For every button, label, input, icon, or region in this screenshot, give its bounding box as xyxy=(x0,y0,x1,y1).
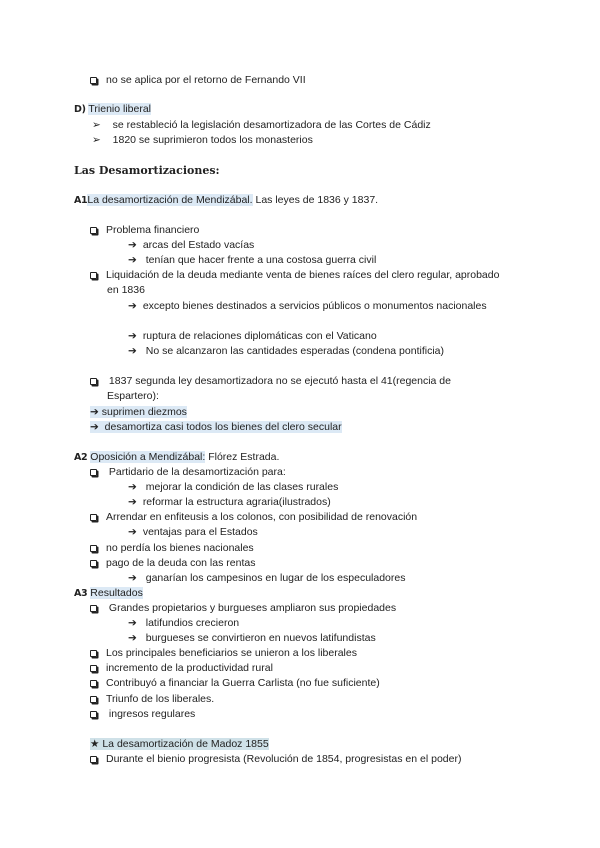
arrow-bullet-icon: ➔ xyxy=(128,481,137,493)
list-item: ➔ tenían que hacer frente a una costosa guerra civil xyxy=(128,254,377,266)
checkbox-bullet-icon xyxy=(90,272,97,279)
list-item: Contribuyó a financiar la Guerra Carlista (no fue suficiente) xyxy=(90,677,380,690)
list-item: ➔ ruptura de relaciones diplomáticas con el Vaticano xyxy=(128,330,377,342)
star-icon: ★ xyxy=(90,738,100,750)
section-heading-trienio: D) Trienio liberal xyxy=(74,103,152,115)
list-item: 1837 segunda ley desamortizadora no se ejecutó hasta el 41(regencia de xyxy=(90,375,451,388)
arrow-bullet-icon: ➔ xyxy=(128,300,137,312)
list-item: ➔ latifundios crecieron xyxy=(128,617,240,629)
arrow-bullet-icon: ➔ xyxy=(128,496,137,508)
list-item: Arrendar en enfiteusis a los colonos, con posibilidad de renovación xyxy=(90,511,417,524)
checkbox-bullet-icon xyxy=(90,680,97,687)
checkbox-bullet-icon xyxy=(90,756,97,763)
section-heading-madoz: ★ La desamortización de Madoz 1855 xyxy=(90,738,269,750)
list-item: ➔ excepto bienes destinados a servicios públicos o monumentos nacionales xyxy=(128,300,487,312)
section-heading-resultados: A3 Resultados xyxy=(74,587,143,599)
checkbox-bullet-icon xyxy=(90,227,97,234)
checkbox-bullet-icon xyxy=(90,650,97,657)
arrow-bullet-icon: ➔ xyxy=(128,254,137,266)
list-item: ➔ reformar la estructura agraria(ilustrados) xyxy=(128,496,331,508)
section-title: Las Desamortizaciones: xyxy=(74,164,220,177)
list-item: Grandes propietarios y burgueses ampliaron sus propiedades xyxy=(90,602,396,615)
list-item: Triunfo de los liberales. xyxy=(90,693,214,706)
list-item: pago de la deuda con las rentas xyxy=(90,557,255,570)
list-item: incremento de la productividad rural xyxy=(90,662,273,675)
list-item: ➔ ventajas para el Estados xyxy=(128,526,258,538)
list-item: Liquidación de la deuda mediante venta de bienes raíces del clero regular, aprobado xyxy=(90,269,499,282)
arrow-bullet-icon: ➔ xyxy=(128,526,137,538)
list-item: no se aplica por el retorno de Fernando VII xyxy=(90,74,306,87)
arrow-bullet-icon: ➔ xyxy=(128,632,137,644)
list-item: ➔ No se alcanzaron las cantidades esperadas (condena pontificia) xyxy=(128,345,444,357)
list-item: ➔ desamortiza casi todos los bienes del clero secular xyxy=(90,421,342,433)
list-item: Durante el bienio progresista (Revolución de 1854, progresistas en el poder) xyxy=(90,753,461,766)
section-heading-mendizabal: A1La desamortización de Mendizábal. Las leyes de 1836 y 1837. xyxy=(74,194,379,206)
section-heading-oposicion: A2 Oposición a Mendizábal: Flórez Estrada. xyxy=(74,451,280,463)
arrow-bullet-icon: ➔ xyxy=(128,239,137,251)
arrow-bullet-icon: ➔ xyxy=(128,572,137,584)
checkbox-bullet-icon xyxy=(90,469,97,476)
checkbox-bullet-icon xyxy=(90,605,97,612)
list-item: ➔ ganarían los campesinos en lugar de los especuladores xyxy=(128,572,406,584)
list-item: ➢ se restableció la legislación desamortizadora de las Cortes de Cádiz xyxy=(92,119,431,131)
list-item: ➔ suprimen diezmos xyxy=(90,406,187,418)
arrowhead-bullet-icon: ➢ xyxy=(92,134,101,146)
arrow-bullet-icon: ➔ xyxy=(128,617,137,629)
list-item: ➔ arcas del Estado vacías xyxy=(128,239,255,251)
arrowhead-bullet-icon: ➢ xyxy=(92,119,101,131)
checkbox-bullet-icon xyxy=(90,665,97,672)
arrow-bullet-icon: ➔ xyxy=(90,421,99,433)
checkbox-bullet-icon xyxy=(90,514,97,521)
checkbox-bullet-icon xyxy=(90,560,97,567)
list-item: Los principales beneficiarios se unieron a los liberales xyxy=(90,647,357,660)
checkbox-bullet-icon xyxy=(90,696,97,703)
arrow-bullet-icon: ➔ xyxy=(90,406,99,418)
list-item: Problema financiero xyxy=(90,224,199,237)
checkbox-bullet-icon xyxy=(90,77,97,84)
list-item: Partidario de la desamortización para: xyxy=(90,466,286,479)
list-item: ➔ burgueses se convirtieron en nuevos latifundistas xyxy=(128,632,376,644)
list-item: ➔ mejorar la condición de las clases rurales xyxy=(128,481,339,493)
list-item-continuation: Espartero): xyxy=(107,390,159,402)
list-item: ingresos regulares xyxy=(90,708,195,721)
arrow-bullet-icon: ➔ xyxy=(128,345,137,357)
list-item-continuation: en 1836 xyxy=(107,284,145,296)
checkbox-bullet-icon xyxy=(90,711,97,718)
arrow-bullet-icon: ➔ xyxy=(128,330,137,342)
list-item: ➢ 1820 se suprimieron todos los monasterios xyxy=(92,134,313,146)
list-item: no perdía los bienes nacionales xyxy=(90,542,254,555)
checkbox-bullet-icon xyxy=(90,378,97,385)
checkbox-bullet-icon xyxy=(90,545,97,552)
